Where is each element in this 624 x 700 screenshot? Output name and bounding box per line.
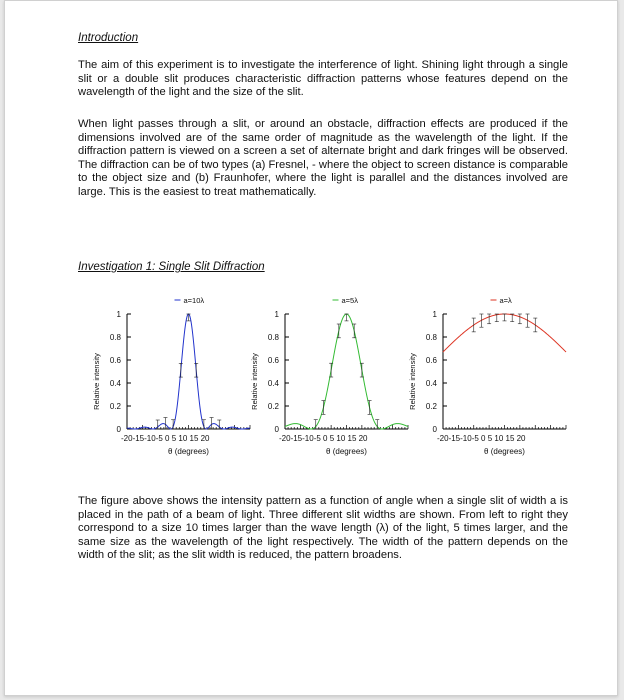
x-axis-label: θ (degrees) <box>168 447 209 456</box>
x-tick-labels: -20-15-10-5 0 5 10 15 20 <box>279 434 368 443</box>
intro-paragraph-2: When light passes through a slit, or around an obstacle, diffraction effects are produced if the dimensions involved are of the same order of magnitude as the wavelength of the light. If the diffraction pattern is viewed on a screen a set of alternate bright and dark fringes will be observed. The diffraction can be of two types (a) Fresnel, - where the object to screen distance is comparable to the object size and (b) Fraunhofer, where the light is parallel and the distances involved are large. This is the easiest to treat mathematically. <box>78 118 568 198</box>
y-tick-label: 0.6 <box>109 356 121 365</box>
introduction-heading: Introduction <box>78 32 139 44</box>
y-tick-label: 0 <box>274 425 279 434</box>
y-tick-label: 0.2 <box>109 402 121 411</box>
intensity-curve <box>127 314 250 429</box>
legend-label: a=5λ <box>341 296 358 305</box>
intensity-curve <box>285 314 408 429</box>
diffraction-charts-svg <box>81 286 581 476</box>
x-tick-labels: -20-15-10-5 0 5 10 15 20 <box>121 434 210 443</box>
diffraction-figure <box>81 286 581 476</box>
y-tick-label: 0.2 <box>267 402 279 411</box>
x-axis-label: θ (degrees) <box>326 447 367 456</box>
chart-3 <box>408 296 566 456</box>
y-tick-label: 1 <box>432 310 437 319</box>
y-tick-label: 0.4 <box>267 379 279 388</box>
y-tick-label: 0.8 <box>425 333 437 342</box>
y-tick-label: 0.2 <box>425 402 437 411</box>
y-axis-label: Relative intensity <box>250 353 259 410</box>
x-tick-labels: -20-15-10-5 0 5 10 15 20 <box>437 434 526 443</box>
summary-paragraph: The figure above shows the intensity pattern as a function of angle when a single slit of width a is placed in the path of a beam of light. Three different slit widths are shown. From left to right they correspond to a size 10 times larger than the wave length (λ) of the light, 5 times larger, and the same size as the wavelength of the light respectively. The width of the pattern depends on the width of the slit; as the slit width is reduced, the pattern broadens. <box>78 495 568 562</box>
y-axis-label: Relative intensity <box>408 353 417 410</box>
legend-label: a=λ <box>499 296 512 305</box>
y-tick-label: 0.8 <box>109 333 121 342</box>
investigation-heading: Investigation 1: Single Slit Diffraction <box>78 261 265 273</box>
intro-paragraph-1: The aim of this experiment is to investigate the interference of light. Shining light through a single slit or a double slit produces characteristic diffraction patterns whose features depend on the wavelength of the light and the size of the slit. <box>78 59 568 99</box>
y-tick-label: 0 <box>116 425 121 434</box>
y-tick-label: 1 <box>274 310 279 319</box>
x-axis-label: θ (degrees) <box>484 447 525 456</box>
y-tick-label: 0.4 <box>109 379 121 388</box>
y-tick-label: 0.8 <box>267 333 279 342</box>
y-axis-label: Relative intensity <box>92 353 101 410</box>
chart-2 <box>250 296 408 456</box>
y-tick-label: 0.6 <box>267 356 279 365</box>
y-tick-label: 1 <box>116 310 121 319</box>
y-tick-label: 0 <box>432 425 437 434</box>
legend-label: a=10λ <box>183 296 205 305</box>
chart-1 <box>92 296 250 456</box>
document-page <box>4 0 618 696</box>
y-tick-label: 0.4 <box>425 379 437 388</box>
y-tick-label: 0.6 <box>425 356 437 365</box>
